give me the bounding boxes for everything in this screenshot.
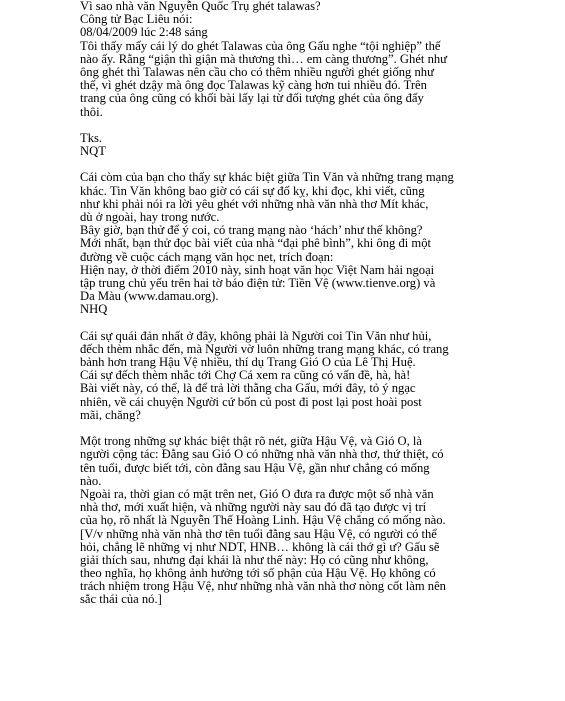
text-line: đường về cuộc cách mạng văn học net, trích đoạn: <box>80 249 334 264</box>
text-line: như khi phải nói ra lời yêu ghét với những nhà văn nhà thơ Mít khác, <box>80 196 429 211</box>
text-line: nhà thơ, mới xuất hiện, và những người này sau đó đã tạo được vị trí <box>80 500 427 515</box>
document-body <box>80 0 520 607</box>
text-line: Công tử Bạc Liêu nói: <box>80 12 193 27</box>
text-line: dù ở ngoài, hay trong nước. <box>80 210 220 224</box>
text-line: thế, vì ghét dzậy mà ông đọc Talawas kỹ càng hơn tui nhiều đó. Trên <box>80 78 427 93</box>
text-line: sắc thái của nó.] <box>80 592 162 607</box>
text-line: Bài viết này, có thể, là để trả lời thằng cha Gấu, mới đây, tỏ ý ngạc <box>80 381 416 396</box>
text-line: Bây giờ, bạn thử để ý coi, có trang mạng nào ‘hách’ như thế không? <box>80 223 423 238</box>
text-line: Một trong những sự khác biệt thật rõ nét, giữa Hậu Vệ, và Gió O, là <box>80 434 423 449</box>
text-line: Cái sự quái đản nhất ở đây, không phải là Người coi Tin Văn như hủi, <box>80 328 432 343</box>
blank-line <box>80 119 520 132</box>
text-line: Tôi thấy mấy cái lý do ghét Talawas của ông Gấu nghe “tội nghiệp” thế <box>80 38 441 53</box>
text-line: NQT <box>80 144 106 159</box>
text-line: Tks. <box>80 130 103 145</box>
text-line: thôi. <box>80 104 103 119</box>
text-line: hỏi, chẳng lẽ những vị như NDT, HNB… không là cái thớ gì ư? Gấu sẽ <box>80 539 440 554</box>
text-line: 08/04/2009 lúc 2:48 sáng <box>80 25 208 40</box>
text-line: Mới nhất, bạn thử đọc bài viết của nhà “đại phê bình”, khi ông đi một <box>80 236 431 251</box>
text-line: Da Màu (www.damau.org). <box>80 289 219 304</box>
text-line: trách nhiệm trong Hậu Vệ, như những nhà văn nhà thơ nòng cốt làm nên <box>80 579 446 594</box>
text-line: giải thích sau, nhưng đại khái là như thế này: Họ có cũng như không, <box>80 552 429 567</box>
text-line: nào. <box>80 473 102 488</box>
text-line: Cái còm của bạn cho thấy sự khác biệt giữa Tin Văn và những trang mạng <box>80 170 454 185</box>
text-line: [V/v những nhà văn nhà thơ tên tuổi đằng sau Hậu Vệ, có người có thể <box>80 526 437 541</box>
text-line: mãi, chăng? <box>80 407 141 422</box>
text-line: của họ, rõ nhất là Nguyễn Thế Hoàng Linh. Hậu Vệ chẳng có mống nào. <box>80 513 446 528</box>
text-line: ông ghét thì Talawas nên cầu cho có thêm nhiều người ghét giống như <box>80 64 434 79</box>
text-line: Hiện nay, ở thời điểm 2010 này, sinh hoạt văn học Việt Nam hải ngoại <box>80 262 435 277</box>
text-line: bảnh hơn trang Hậu Vệ nhiều, thí dụ Trang Gió O của Lê Thị Huệ. <box>80 355 416 370</box>
text-line: nào ấy. Rằng “giận thì giận mà thương thì… em càng thương”. Ghét như <box>80 51 447 66</box>
text-line: tập trung chủ yếu trên hai tờ báo điện tử: Tiền Vệ (www.tienve.org) và <box>80 275 436 290</box>
text-line: đếch thèm nhắc đến, mà Người vờ luôn những trang mạng khác, có trang <box>80 341 449 356</box>
text-line: theo nghĩa, họ không ảnh hưởng tới số phận của Hậu Vệ. Họ không có <box>80 566 436 581</box>
text-line: khác. Tin Văn không bao giờ có cái sự đố kỵ, khi đọc, khi viết, cũng <box>80 183 425 198</box>
text-line: nhiên, về cái chuyện Người cứ bốn củ post đi post lại post hoài post <box>80 394 422 409</box>
blank-line <box>80 317 520 330</box>
text-line: tên tuổi, được biết tới, còn đằng sau Hậu Vệ, gần như chẳng có mống <box>80 460 430 475</box>
text-line: trang của ông cũng có khối bài lấy lại từ đối tượng ghét của ông đấy <box>80 91 424 106</box>
text-line: Vì sao nhà văn Nguyễn Quốc Trụ ghét talawas? <box>80 0 321 13</box>
text-line: người cộng tác: Đằng sau Gió O có những nhà văn nhà thơ, thứ thiệt, có <box>80 447 444 462</box>
text-line: Ngoài ra, thời gian có mặt trên net, Gió O đưa ra được một số nhà văn <box>80 486 434 501</box>
text-line: Cái sự đếch thèm nhắc tới Chợ Cá xem ra cũng có vấn đề, hà, hà! <box>80 368 411 383</box>
text-line: NHQ <box>80 302 108 317</box>
